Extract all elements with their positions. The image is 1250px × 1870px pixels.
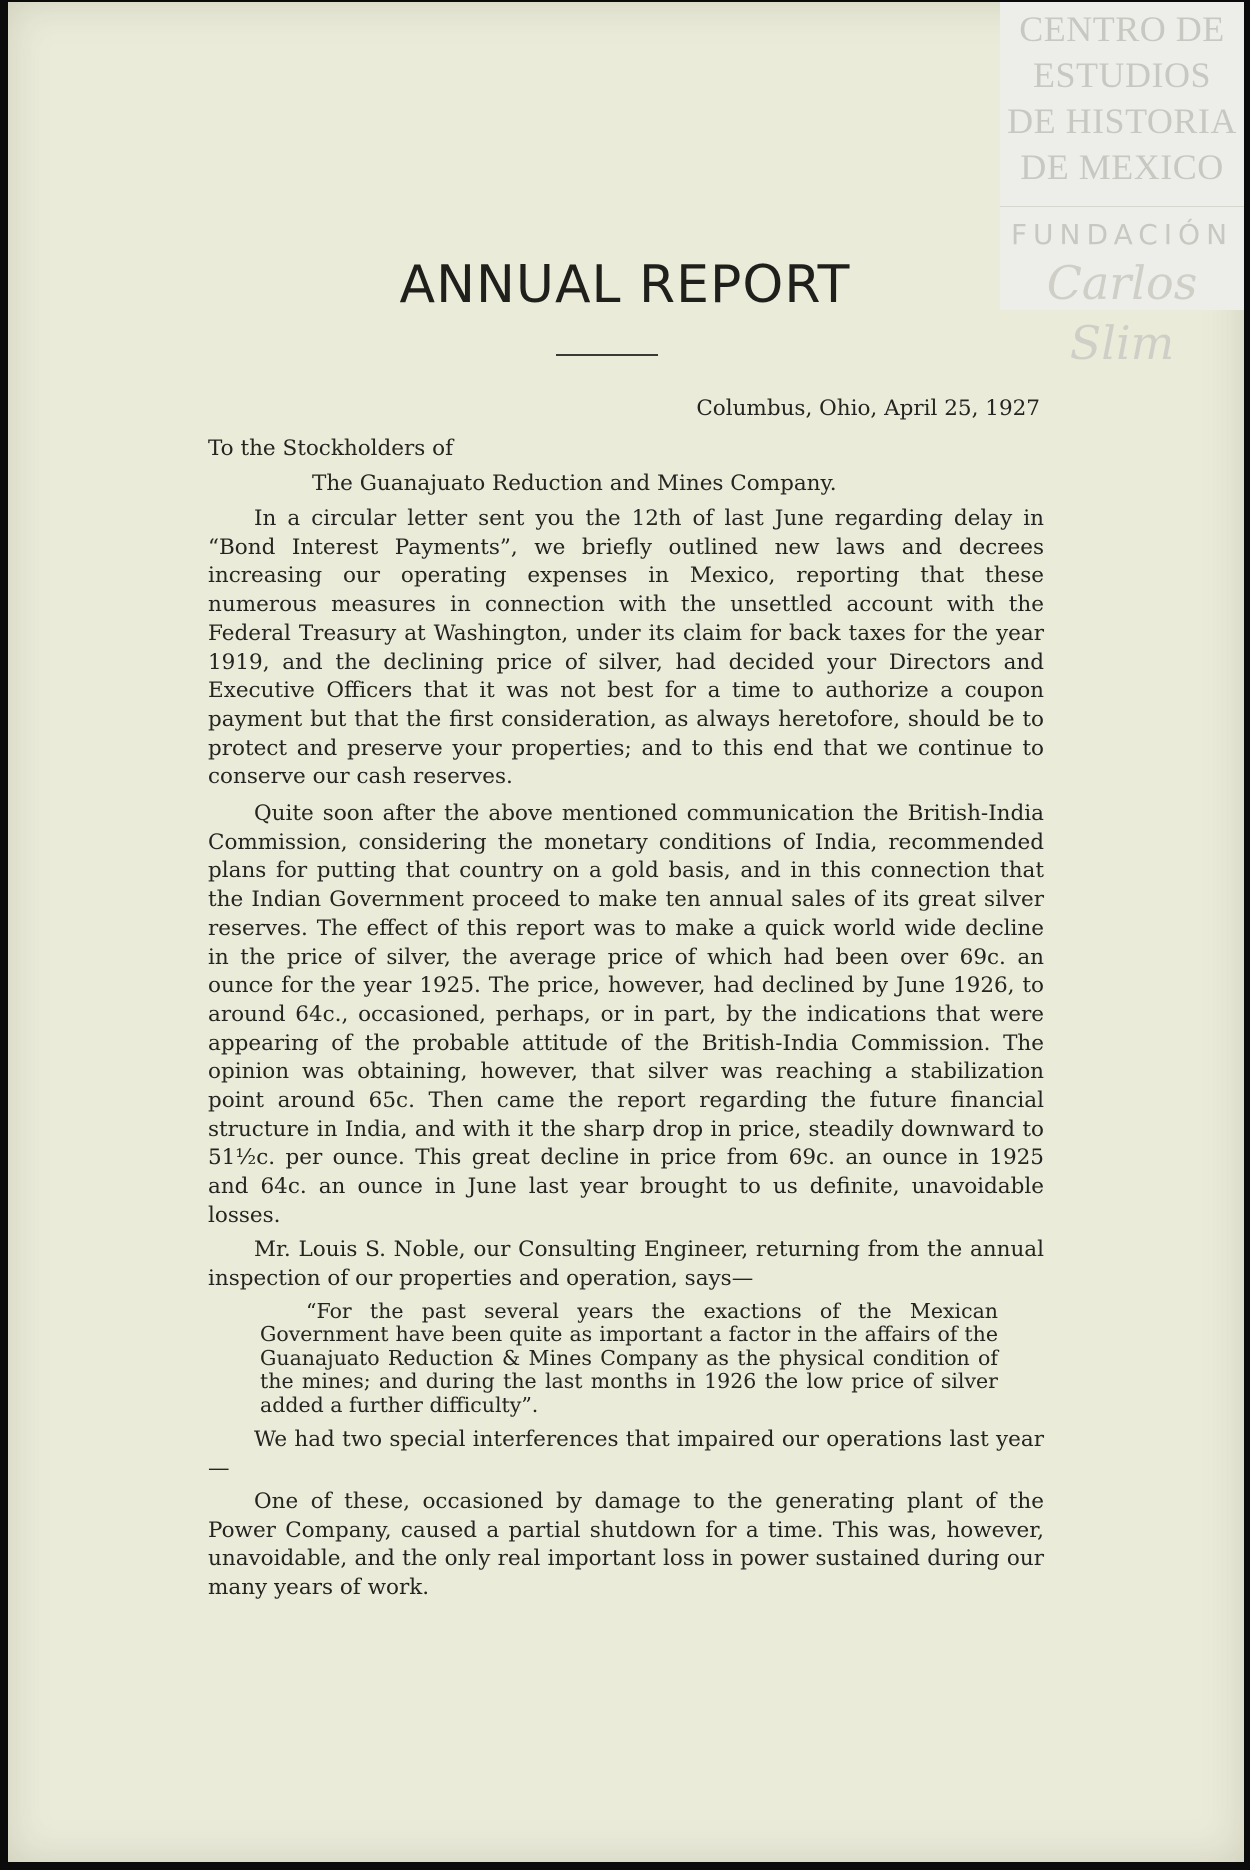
watermark-line-1: CENTRO DE xyxy=(1019,9,1225,49)
paragraph-4 xyxy=(208,1426,1044,1483)
paragraph-5-text: One of these, occasioned by damage to the generating plant of the Power Company, caused a partial shutdown for a time. This was, however, unavoidable, and the only real important loss in power sustained during our many years of work. xyxy=(208,1489,1044,1601)
report-title: ANNUAL REPORT xyxy=(399,255,851,315)
paragraph-3-text: Mr. Louis S. Noble, our Consulting Engineer, returning from the annual inspection of our properties and operation, says— xyxy=(208,1237,1044,1291)
watermark-line-4: DE MEXICO xyxy=(1020,147,1224,187)
watermark-line-3: DE HISTORIA xyxy=(1007,101,1237,141)
watermark-divider xyxy=(1000,206,1244,207)
date-line: Columbus, Ohio, April 25, 1927 xyxy=(696,396,1040,421)
watermark-signature: Carlos Slim xyxy=(1046,256,1198,370)
paragraph-1 xyxy=(208,505,1044,792)
paragraph-2-text: Quite soon after the above mentioned communication the British-India Commission, considering the monetary conditions of India, recommended plans for putting that country on a gold basis, and in this connection that the Indian Government proceed to make ten annual sales of its great silver reserves. The effect of this report was to make a quick world wide decline in the price of silver, the average price of which had been over 69c. an ounce for the year 1925. The price, however, had declined by June 1926, to around 64c., occasioned, perhaps, or in part, by the indications that were appearing of the probable attitude of the British-India Commission. The opinion was obtaining, however, that silver was reaching a stabilization point around 65c. Then came the report regarding the future financial structure in India, and with it the sharp drop in price, steadily downward to 51½c. per ounce. This great decline in price from 69c. an ounce in 1925 and 64c. an ounce in June last year brought to us definite, unavoidable losses. xyxy=(208,801,1044,1228)
watermark-line-2: ESTUDIOS xyxy=(1032,55,1211,95)
salutation-line-2: The Guanajuato Reduction and Mines Company. xyxy=(312,471,837,496)
engineer-quote: “For the past several years the exactions of the Mexican Government have been quite as important a factor in the affairs of the Guanajuato Reduction & Mines Company as the physical condition of the mines; and during the last months in 1926 the low price of silver added a further difficulty”. xyxy=(260,1299,998,1417)
paragraph-3 xyxy=(208,1236,1044,1293)
title-divider xyxy=(556,354,658,356)
paragraph-4-text: We had two special interferences that impaired our operations last year— xyxy=(208,1427,1044,1481)
paragraph-1-text: In a circular letter sent you the 12th of last June regarding delay in “Bond Interest Payments”, we briefly outlined new laws and decrees increasing our operating expenses in Mexico, reporting that these numerous measures in connection with the unsettled account with the Federal Treasury at Washington, under its claim for back taxes for the year 1919, and the declining price of silver, had decided your Directors and Executive Officers that it was not best for a time to authorize a coupon payment but that the first consideration, as always heretofore, should be to protect and preserve your properties; and to this end that we continue to conserve our cash reserves. xyxy=(208,506,1044,790)
paragraph-5 xyxy=(208,1488,1044,1603)
paragraph-2 xyxy=(208,800,1044,1231)
watermark-foundation: FUNDACIÓN xyxy=(1010,218,1234,251)
salutation-line-1: To the Stockholders of xyxy=(208,436,454,461)
